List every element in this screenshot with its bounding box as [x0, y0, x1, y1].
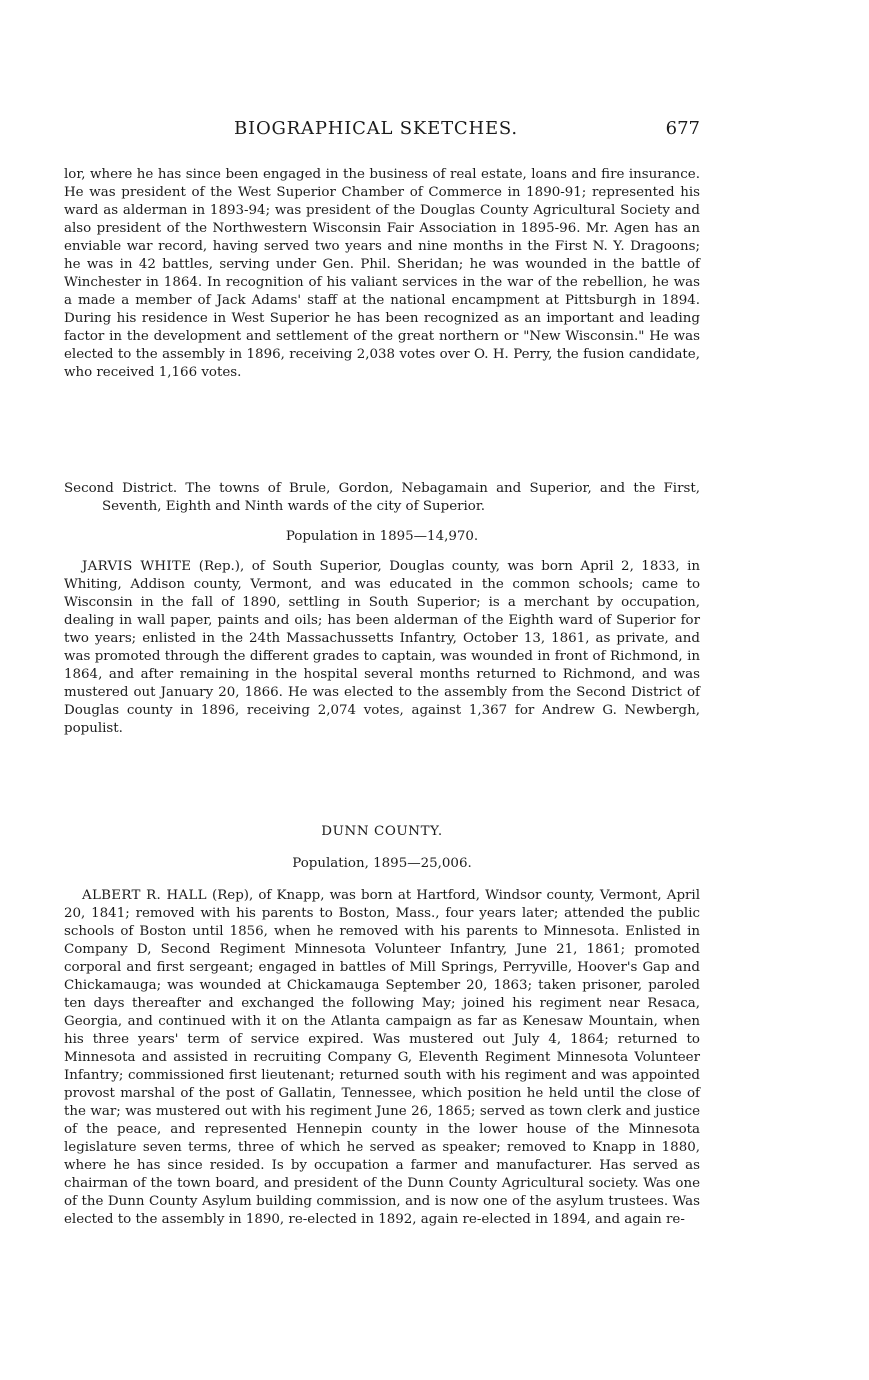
dunn-county-section — [64, 823, 700, 1229]
page-number: 677 — [665, 118, 700, 139]
district-heading: Second District. The towns of Brule, Gordon, Nebagamain and Superior, and the First, Seventh, Eighth and Ninth wards of the city of Superior. — [64, 481, 700, 514]
jarvis-white-biography — [64, 558, 700, 738]
running-title: BIOGRAPHICAL SKETCHES. — [234, 118, 518, 139]
county-population: Population, 1895—25,006. — [292, 856, 472, 871]
second-district-section — [64, 480, 700, 738]
albert-hall-biography — [64, 887, 700, 1229]
jarvis-white-name: JARVIS WHITE — [82, 559, 192, 574]
running-head — [64, 118, 700, 144]
county-heading: DUNN COUNTY. — [321, 824, 443, 839]
continued-biography-text: lor, where he has since been engaged in the business of real estate, loans and fire insurance. He was president of the West Superior Chamber of Commerce in 1890-91; represented his ward as alderman in 1893-94; was president of the Douglas County Agricultural Society and also president of the Northwestern Wisconsin Fair Association in 1895-96. Mr. Agen has an enviable war record, having served two years and nine months in the First N. Y. Dragoons; he was in 42 battles, serving under Gen. Phil. Sheridan; he was wounded in the battle of Winchester in 1864. In recognition of his valiant services in the war of the rebellion, he was a made a member of Jack Adams' staff at the national encampment at Pittsburgh in 1894. During his residence in West Superior he has been recognized as an important and leading factor in the development and settlement of the great northern or "New Wisconsin." He was elected to the assembly in 1896, receiving 2,038 votes over O. H. Perry, the fusion candidate, who received 1,166 votes. — [64, 167, 700, 380]
albert-hall-name: ALBERT R. HALL — [82, 888, 207, 903]
district-population: Population in 1895—14,970. — [285, 529, 479, 544]
continued-biography — [64, 166, 700, 382]
albert-hall-text: (Rep), of Knapp, was born at Hartford, Windsor county, Vermont, April 20, 1841; removed with his parents to Boston, Mass., four years later; attended the public schools of Boston until 1856, when he removed with his parents to Minnesota. Enlisted in Company D, Second Regiment Minnesota Volunteer Infantry, June 21, 1861; promoted corporal and first sergeant; engaged in battles of Mill Springs, Perryville, Hoover's Gap and Chickamauga; was wounded at Chickamauga September 20, 1863; taken prisoner, paroled ten days thereafter and exchanged the following May; joined his regiment near Resaca, Georgia, and continued with it on the Atlanta campaign as far as Kenesaw Mountain, when his three years' term of service expired. Was mustered out July 4, 1864; returned to Minnesota and assisted in recruiting Company G, Eleventh Regiment Minnesota Volunteer Infantry; commissioned first lieutenant; returned south with his regiment and was appointed provost marshal of the post of Gallatin, Tennessee, which position he held until the close of the war; was mustered out with his regiment June 26, 1865; served as town clerk and justice of the peace, and represented Hennepin county in the lower house of the Minnesota legislature seven terms, three of which he served as speaker; removed to Knapp in 1880, where he has since resided. Is by occupation a farmer and manufacturer. Has served as chairman of the town board, and president of the Dunn County Agricultural society. Was one of the Dunn County Asylum building commission, and is now one of the asylum trustees. Was elected to the assembly in 1890, re-elected in 1892, again re-elected in 1894, and again re- — [64, 888, 700, 1227]
jarvis-white-text: (Rep.), of South Superior, Douglas county, was born April 2, 1833, in Whiting, Addison county, Vermont, and was educated in the common schools; came to Wisconsin in the fall of 1890, settling in South Superior; is a merchant by occupation, dealing in wall paper, paints and oils; has been alderman of the Eighth ward of Superior for two years; enlisted in the 24th Massachussetts Infantry, October 13, 1861, as private, and was promoted through the different grades to captain, was wounded in front of Richmond, in 1864, and after remaining in the hospital several months returned to Richmond, and was mustered out January 20, 1866. He was elected to the assembly from the Second District of Douglas county in 1896, receiving 2,074 votes, against 1,367 for Andrew G. Newbergh, populist. — [64, 559, 700, 736]
